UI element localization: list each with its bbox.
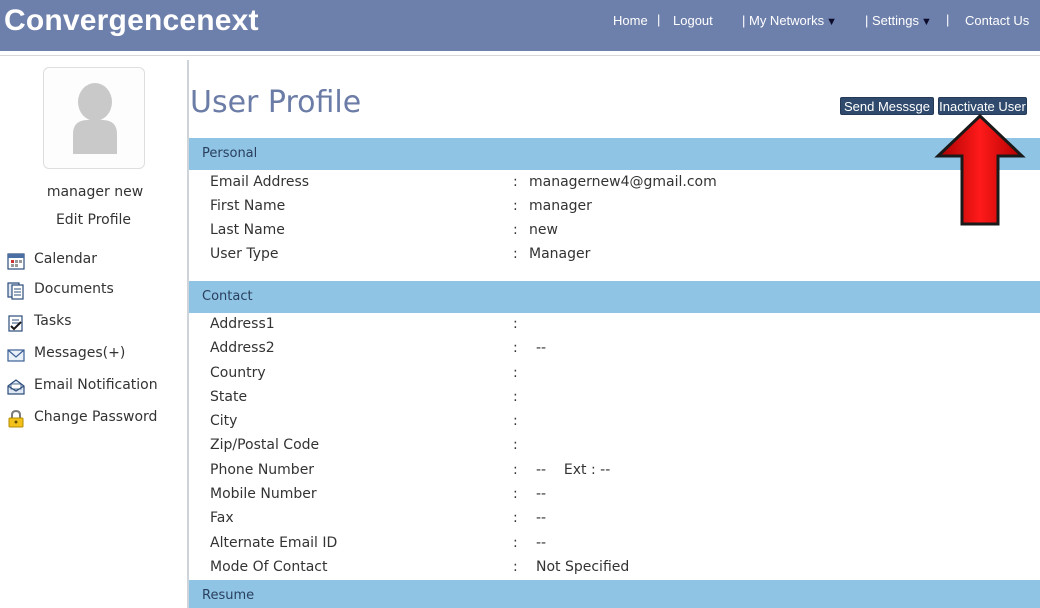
tasks-icon: [7, 314, 25, 332]
field-colon: :: [513, 222, 518, 238]
send-message-button[interactable]: Send Messsge: [840, 97, 934, 115]
user-silhouette-icon: [70, 82, 120, 156]
red-arrow-annotation: [934, 113, 1026, 229]
section-title: Resume: [202, 588, 255, 603]
sidebar-item-label: Email Notification: [34, 377, 158, 393]
chevron-down-icon: ▼: [826, 16, 837, 28]
field-label: Alternate Email ID: [210, 535, 338, 551]
field-label: First Name: [210, 198, 286, 214]
inactivate-user-button[interactable]: Inactivate User: [939, 99, 1026, 114]
profile-username: manager new: [46, 184, 144, 200]
nav-separator: |: [946, 12, 950, 27]
field-value-last-name: new: [529, 222, 558, 238]
field-label: Country: [210, 365, 266, 381]
sidebar-item-label: Messages(+): [34, 345, 126, 361]
nav-separator: |: [657, 12, 661, 27]
field-value-mobile: --: [536, 486, 547, 502]
nav-settings[interactable]: | Settings ▼: [865, 13, 932, 28]
field-value-first-name: manager: [529, 198, 592, 214]
edit-profile-link[interactable]: Edit Profile: [55, 212, 132, 228]
sidebar-item-label: Change Password: [34, 409, 158, 425]
field-colon: :: [513, 413, 518, 429]
field-colon: :: [513, 510, 518, 526]
field-label: Fax: [210, 510, 234, 526]
brand-logo[interactable]: Convergencenext: [4, 4, 259, 37]
field-colon: :: [513, 462, 518, 478]
avatar[interactable]: [43, 67, 145, 169]
sidebar-item-label: Documents: [34, 281, 114, 297]
field-label: State: [210, 389, 248, 405]
field-label: Last Name: [210, 222, 285, 238]
padlock-icon: [7, 410, 25, 428]
nav-logout[interactable]: Logout: [673, 13, 713, 28]
field-label: Mode Of Contact: [210, 559, 328, 575]
section-header-contact: [189, 281, 1040, 313]
field-colon: :: [513, 365, 518, 381]
sidebar-item-label: Tasks: [34, 313, 72, 329]
field-colon: :: [513, 316, 518, 332]
field-value-address2: --: [536, 340, 547, 356]
section-header-resume: [189, 580, 1040, 608]
field-value-fax: --: [536, 510, 547, 526]
section-title: Personal: [202, 146, 258, 161]
field-label: Phone Number: [210, 462, 315, 478]
field-value-email: managernew4@gmail.com: [529, 174, 717, 190]
section-title: Contact: [202, 289, 253, 304]
field-colon: :: [513, 198, 518, 214]
field-value-user-type: Manager: [529, 246, 591, 262]
field-colon: :: [513, 389, 518, 405]
field-value-mode-of-contact: Not Specified: [536, 559, 630, 575]
field-value-alternate-email: --: [536, 535, 547, 551]
nav-my-networks[interactable]: | My Networks ▼: [742, 13, 837, 28]
chevron-down-icon: ▼: [920, 16, 932, 28]
header-divider: [0, 55, 1040, 56]
sidebar-item-label: Calendar: [34, 251, 97, 267]
field-colon: :: [513, 174, 518, 190]
field-label: Address2: [210, 340, 275, 356]
field-label: Mobile Number: [210, 486, 317, 502]
nav-contact-us[interactable]: Contact Us: [965, 13, 1030, 28]
field-colon: :: [513, 559, 518, 575]
calendar-icon: [7, 252, 25, 270]
field-label: User Type: [210, 246, 279, 262]
page-title: User Profile: [190, 85, 362, 120]
section-header-personal: [189, 138, 1040, 170]
top-header: [0, 0, 1040, 51]
field-colon: :: [513, 486, 518, 502]
field-label: Address1: [210, 316, 275, 332]
field-value-phone: -- Ext : --: [536, 462, 611, 478]
field-label: City: [210, 413, 238, 429]
nav-home[interactable]: Home: [613, 13, 648, 28]
documents-icon: [7, 282, 25, 300]
email-notification-icon: [7, 378, 25, 396]
field-colon: :: [513, 535, 518, 551]
field-label: Zip/Postal Code: [210, 437, 320, 453]
field-label: Email Address: [210, 174, 310, 190]
envelope-icon: [7, 346, 25, 364]
field-colon: :: [513, 340, 518, 356]
field-colon: :: [513, 437, 518, 453]
field-colon: :: [513, 246, 518, 262]
